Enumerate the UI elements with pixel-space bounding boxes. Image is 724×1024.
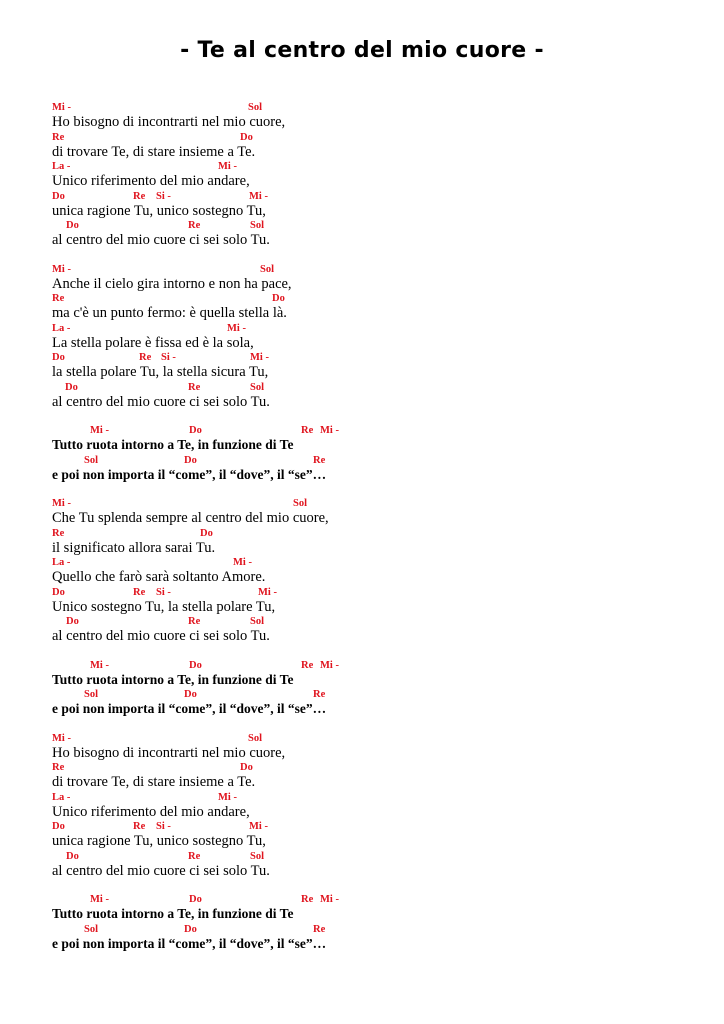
chord-label: Do (200, 527, 213, 539)
chord-label: Mi - (218, 161, 237, 172)
chord-label: Si - (156, 586, 171, 598)
chord-label: Re (188, 616, 201, 627)
chord-label: Mi - (233, 557, 252, 568)
chord-label: Sol (84, 454, 99, 466)
chord-label: Do (52, 821, 65, 832)
chord-label: Do (272, 293, 285, 304)
lyric-line: e poi non importa il “come”, il “dove”, il “se”… (52, 935, 327, 951)
chord-label: Mi - (218, 791, 237, 803)
chord-label: Re (188, 850, 201, 862)
chord-label: Mi - (52, 732, 71, 744)
chord-label: Do (240, 762, 253, 773)
lyric-line: Che Tu splenda sempre al centro del mio cuore, (52, 510, 329, 526)
chord-label: Mi - (90, 425, 109, 436)
chord-label: Do (189, 425, 202, 436)
chord-label: Sol (248, 732, 263, 744)
chord-label: Mi - (249, 190, 268, 202)
lyric-line: al centro del mio cuore ci sei solo Tu. (52, 232, 270, 248)
chord-row (52, 218, 692, 233)
chord-label: Re (313, 689, 326, 700)
chord-label: Mi - (52, 102, 71, 113)
chord-row (52, 585, 692, 600)
lyric-line: Tutto ruota intorno a Te, in funzione di Te (52, 906, 294, 921)
chord-row (52, 658, 692, 673)
lyric-line: Ho bisogno di incontrarti nel mio cuore, (52, 114, 286, 130)
lyric-line: e poi non importa il “come”, il “dove”, il “se”… (52, 701, 327, 716)
lyric-line: Tutto ruota intorno a Te, in funzione di Te (52, 437, 294, 452)
chord-label: Mi - (250, 352, 269, 363)
lyric-line: al centro del mio cuore ci sei solo Tu. (52, 862, 270, 879)
chord-row (52, 100, 692, 115)
chord-label: Sol (250, 616, 265, 627)
chord-label: Do (189, 894, 202, 905)
chord-label: Sol (250, 850, 265, 862)
chord-row (52, 892, 692, 907)
chord-row (52, 321, 692, 336)
chorus-stanza (52, 658, 692, 717)
chord-label: Sol (248, 102, 263, 113)
chord-label: Do (65, 381, 78, 393)
chord-row (52, 291, 692, 306)
chord-label: La - (52, 161, 71, 172)
song-body (52, 100, 692, 965)
verse-stanza (52, 496, 692, 644)
chord-row (52, 262, 692, 277)
chord-row (52, 130, 692, 145)
chord-label: Re (188, 220, 201, 231)
chord-label: Re (313, 923, 326, 935)
chord-label: Re (139, 352, 152, 363)
chord-label: Mi - (52, 263, 71, 275)
chord-row (52, 760, 692, 775)
chord-label: Mi - (90, 894, 109, 905)
chord-row (52, 687, 692, 702)
chorus-stanza (52, 423, 692, 482)
chord-label: Re (52, 131, 65, 143)
lyric-line: La stella polare è fissa ed è la sola, (52, 334, 254, 351)
chord-label: Mi - (227, 322, 246, 334)
lyric-line: Unico riferimento del mio andare, (52, 173, 250, 189)
chord-label: Do (66, 220, 79, 231)
chorus-stanza (52, 892, 692, 951)
chord-label: La - (52, 322, 71, 334)
chord-label: Sol (250, 220, 265, 231)
chord-label: Do (66, 850, 79, 862)
lyric-line: al centro del mio cuore ci sei solo Tu. (52, 628, 270, 644)
chord-label: Re (133, 821, 146, 832)
chord-label: Si - (161, 352, 176, 363)
chord-label: Do (184, 454, 197, 466)
chord-row (52, 453, 692, 468)
lyric-line: Unico riferimento del mio andare, (52, 803, 250, 820)
verse-stanza (52, 100, 692, 248)
chord-row (52, 849, 692, 864)
chord-label: Do (189, 659, 202, 671)
chord-label: Do (240, 131, 253, 143)
lyric-line: di trovare Te, di stare insieme a Te. (52, 774, 256, 790)
chord-row (52, 819, 692, 834)
chord-row (52, 790, 692, 805)
chord-label: Do (52, 352, 65, 363)
chord-label: La - (52, 557, 71, 568)
chord-label: Mi - (90, 659, 109, 671)
chord-row (52, 496, 692, 511)
chord-row (52, 423, 692, 438)
chord-label: Mi - (320, 425, 339, 436)
chord-label: Re (301, 894, 314, 905)
lyric-line: ma c'è un punto fermo: è quella stella là. (52, 305, 287, 321)
chord-label: Re (133, 190, 146, 202)
chord-label: Re (188, 381, 201, 393)
song-title: - Te al centro del mio cuore - (180, 38, 544, 63)
chord-label: Mi - (258, 586, 277, 598)
chord-label: Re (52, 293, 65, 304)
chord-label: Mi - (52, 498, 71, 509)
chord-row (52, 731, 692, 746)
chord-row (52, 526, 692, 541)
chord-row (52, 189, 692, 204)
chord-label: Mi - (320, 894, 339, 905)
lyric-line: di trovare Te, di stare insieme a Te. (52, 143, 256, 160)
chord-label: Si - (156, 190, 171, 202)
chord-row (52, 350, 692, 365)
lyric-line: al centro del mio cuore ci sei solo Tu. (52, 393, 270, 410)
lyric-line: Anche il cielo gira intorno e non ha pace, (52, 275, 292, 292)
lyric-line: il significato allora sarai Tu. (52, 539, 216, 556)
chord-label: Re (52, 762, 65, 773)
chord-label: Sol (84, 689, 99, 700)
lyric-line: la stella polare Tu, la stella sicura Tu, (52, 364, 269, 380)
chord-label: Mi - (249, 821, 268, 832)
chord-label: Re (313, 454, 326, 466)
lyric-line: Tutto ruota intorno a Te, in funzione di Te (52, 671, 294, 687)
chord-label: Sol (84, 923, 99, 935)
chord-label: Do (184, 689, 197, 700)
chord-row (52, 380, 692, 395)
verse-stanza (52, 731, 692, 879)
chord-row (52, 159, 692, 174)
chord-row (52, 555, 692, 570)
chord-label: Mi - (320, 659, 339, 671)
chord-label: Do (66, 616, 79, 627)
chord-label: La - (52, 791, 71, 803)
verse-stanza (52, 262, 692, 410)
chord-label: Sol (293, 498, 308, 509)
chord-label: Sol (250, 381, 265, 393)
lyric-line: Unico sostegno Tu, la stella polare Tu, (52, 598, 276, 615)
lyric-line: Quello che farò sarà soltanto Amore. (52, 569, 266, 585)
chord-row (52, 922, 692, 937)
chord-row (52, 614, 692, 629)
chord-label: Re (301, 659, 314, 671)
lyric-line: unica ragione Tu, unico sostegno Tu, (52, 202, 266, 219)
chord-label: Do (52, 586, 65, 598)
chord-label: Do (184, 923, 197, 935)
lyric-line: e poi non importa il “come”, il “dove”, il “se”… (52, 466, 327, 482)
chord-label: Si - (156, 821, 171, 832)
chord-label: Do (52, 190, 65, 202)
chord-label: Re (133, 586, 146, 598)
lyric-line: Ho bisogno di incontrarti nel mio cuore, (52, 744, 286, 761)
lyric-line: unica ragione Tu, unico sostegno Tu, (52, 833, 266, 849)
chord-label: Sol (260, 263, 275, 275)
chord-label: Re (301, 425, 314, 436)
chord-label: Re (52, 527, 65, 539)
